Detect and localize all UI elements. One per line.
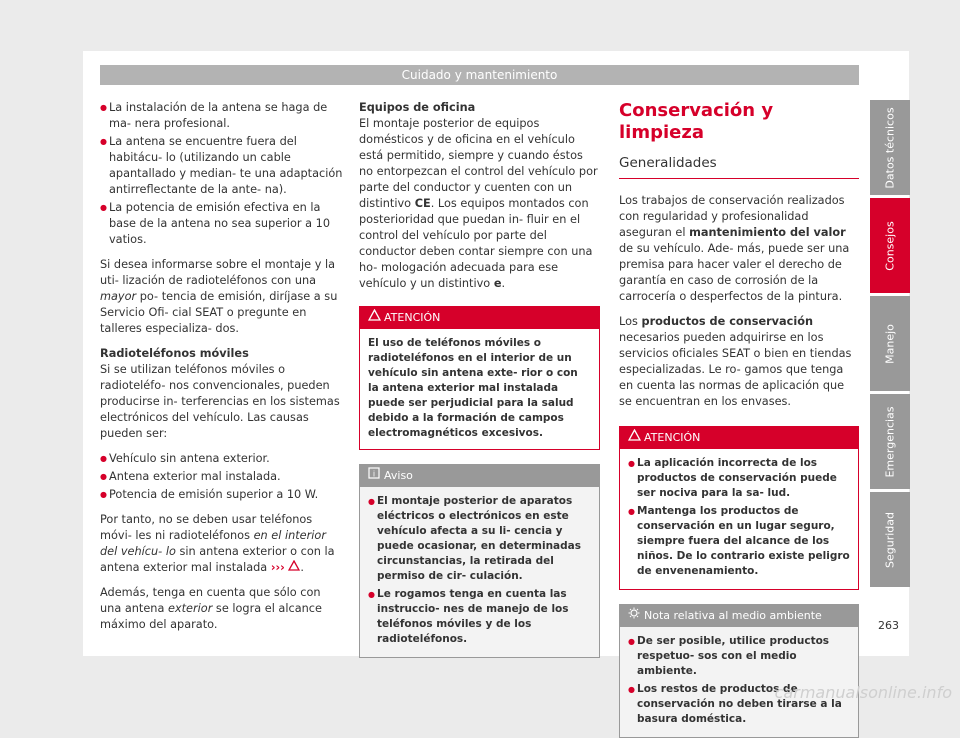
watermark: carmanualsonline.info — [774, 683, 952, 702]
warning-triangle-icon — [368, 309, 381, 321]
paragraph: Los productos de conservación necesarios pueden adquirirse en los servicios oficiales SEAT o bien en tiendas especializadas. Le ro- gamos que tenga en cuenta las normas de aplicación que se encuentran en los envases. — [619, 315, 852, 408]
tab-manejo[interactable]: Manejo — [870, 296, 910, 391]
leaf-icon — [628, 607, 640, 619]
info-box-icon — [368, 467, 380, 479]
warning-triangle-icon — [288, 560, 300, 571]
list-item: ● La instalación de la antena se haga de ma- nera profesional. — [100, 100, 343, 132]
list-item: ● El montaje posterior de aparatos eléctricos o electrónicos en este vehículo afecta a su li- cencia y puede ocasionar, en determinadas circunstancias, la retirada del permiso de cir- culación. — [368, 494, 591, 584]
warning-box-text: El uso de teléfonos móviles o radioteléfonos en el interior de un vehículo sin antena exte- rior o con la antena exterior mal instalada puede ser perjudicial para la salud debido a la formación de campos electromagnéticos excesivos. — [368, 337, 578, 439]
section-heading: Equipos de oficina — [359, 101, 476, 114]
warning-box — [619, 426, 859, 590]
list-item: ● La aplicación incorrecta de los productos de conservación puede ser nociva para la sa- lud. — [628, 456, 850, 501]
list-item: ● Los restos de productos de conservación no deben tirarse a la basura doméstica. — [628, 682, 850, 727]
environment-note-box — [619, 604, 859, 738]
column-2 — [359, 100, 600, 658]
warning-triangle-icon — [628, 429, 641, 441]
paragraph: Si se utilizan teléfonos móviles o radioteléfo- nos convencionales, pueden producirse in- terferencias en los sistemas electrónicos del vehículo. Las causas pueden ser: — [100, 363, 340, 440]
page-number: 263 — [878, 619, 899, 632]
paragraph: Los trabajos de conservación realizados con regularidad y profesionalidad aseguran el mantenimiento del valor de su vehículo. Ade- más, puede ser una premisa para hacer valer el derecho de garantía en caso de corrosión de la carrocería o desperfectos de la pintura. — [619, 194, 850, 303]
list-item: ● Antena exterior mal instalada. — [100, 469, 343, 485]
warning-box-body — [620, 449, 858, 589]
section-heading: Radioteléfonos móviles — [100, 347, 249, 360]
section-title: Conservación y limpieza — [619, 100, 774, 143]
paragraph: El montaje posterior de equipos domésticos y de oficina en el vehículo está permitido, siempre y cuando éstos no entorpezcan el control del vehículo por parte del conductor y cuenten con un distintivo CE. Los equipos montados con posterioridad que puedan in- fluir en el control del vehículo por parte del conductor deben contar siempre con una ho- mologación adecuada para ese vehículo y un distintivo e. — [359, 117, 598, 290]
column-1 — [100, 100, 343, 642]
paragraph: Además, tenga en cuenta que sólo con una antena exterior se logra el alcance máximo del aparato. — [100, 586, 322, 631]
list-item: ● De ser posible, utilice productos respetuo- sos con el medio ambiente. — [628, 634, 850, 679]
environment-note-header: Nota relativa al medio ambiente — [620, 605, 858, 627]
paragraph: Si desea informarse sobre el montaje y la uti- lización de radioteléfonos con una mayor po- tencia de emisión, diríjase a su Servicio Ofi- cial SEAT o pregunte en talleres especializa- dos. — [100, 258, 338, 335]
warning-box — [359, 306, 600, 450]
note-box — [359, 464, 600, 658]
list-item: ● Le rogamos tenga en cuenta las instruccio- nes de manejo de los teléfonos móviles y de los radioteléfonos. — [368, 587, 591, 647]
tab-emergencias[interactable]: Emergencias — [870, 394, 910, 489]
tab-seguridad[interactable]: Seguridad — [870, 492, 910, 587]
tab-datos-tecnicos[interactable]: Datos técnicos — [870, 100, 910, 195]
list-item: ● La antena se encuentre fuera del habitácu- lo (utilizando un cable apantallado y median- te una adaptación antirreflectante de la ante- na). — [100, 134, 343, 198]
tab-consejos[interactable]: Consejos — [870, 198, 910, 293]
list-item: ● Vehículo sin antena exterior. — [100, 451, 343, 467]
list-item: ● La potencia de emisión efectiva en la base de la antena no sea superior a 10 vatios. — [100, 200, 343, 248]
list-item: ● Mantenga los productos de conservación en un lugar seguro, siempre fuera del alcance de los niños. De lo contrario existe peligro de envenenamiento. — [628, 504, 850, 579]
cross-reference-link[interactable]: ››› — [270, 561, 285, 574]
e-mark: e — [493, 277, 502, 290]
ce-mark: CE — [414, 197, 431, 210]
note-box-header: i Aviso — [360, 465, 599, 487]
svg-text:i: i — [372, 469, 376, 479]
warning-box-header: ATENCIÓN — [620, 427, 858, 449]
warning-box-header: ATENCIÓN — [360, 307, 599, 329]
chapter-header: Cuidado y mantenimiento — [100, 65, 859, 85]
section-subtitle: Generalidades — [619, 154, 859, 179]
column-3 — [619, 100, 859, 738]
note-box-body — [360, 487, 599, 657]
list-item: ● Potencia de emisión superior a 10 W. — [100, 487, 343, 503]
paragraph: Por tanto, no se deben usar teléfonos móvi- les ni radioteléfonos en el interior del vehícu- lo sin antena exterior o con la antena exterior mal instalada ››› . — [100, 513, 335, 574]
environment-note-body — [620, 627, 858, 737]
